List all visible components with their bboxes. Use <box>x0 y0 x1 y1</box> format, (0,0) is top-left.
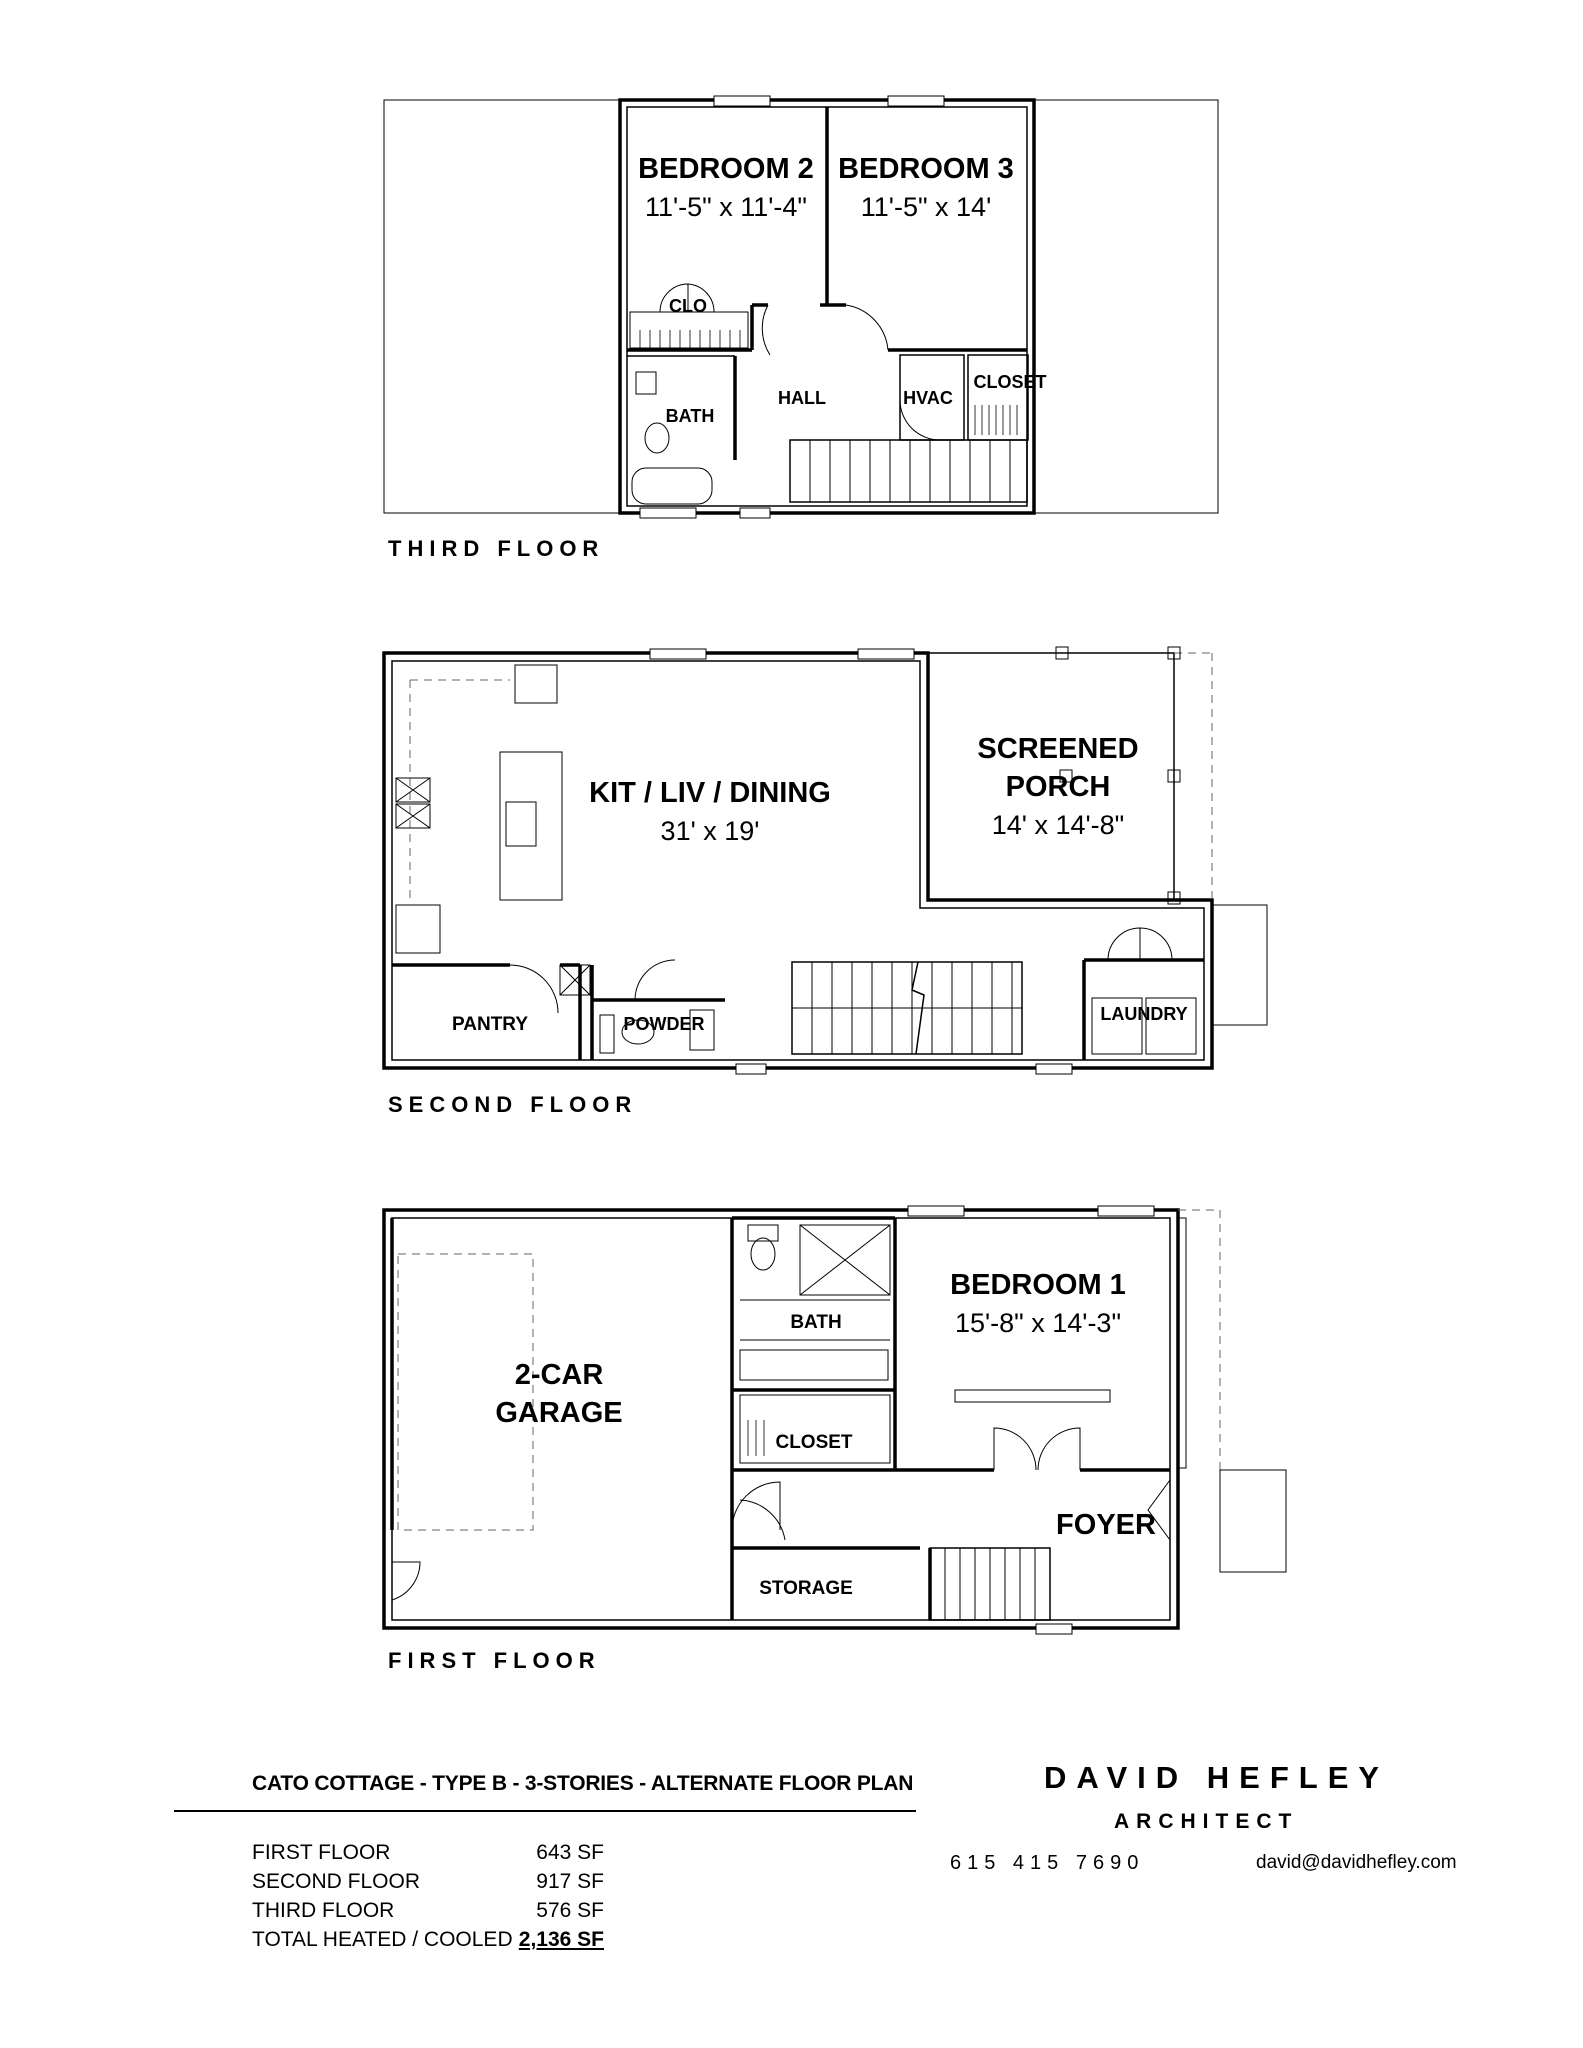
window <box>714 96 770 106</box>
window <box>736 1064 766 1074</box>
second-floor-plan <box>384 647 1267 1117</box>
window <box>1098 1206 1154 1216</box>
third-floor-plan <box>384 96 1218 561</box>
area-label: SECOND FLOOR <box>252 1870 421 1893</box>
window <box>640 508 696 518</box>
powder-label: POWDER <box>623 1014 705 1034</box>
area-row-total <box>252 1925 604 1954</box>
area-value: 576 SF <box>536 1899 604 1922</box>
first-closet-label: CLOSET <box>775 1432 853 1453</box>
window <box>1036 1064 1072 1074</box>
hvac-label: HVAC <box>903 388 953 408</box>
third-closet-label: CLOSET <box>973 372 1047 392</box>
second-floor-exterior-wall <box>384 653 1212 1068</box>
architect-phone: 615 415 7690 <box>950 1852 1145 1874</box>
third-bath-label: BATH <box>665 406 715 426</box>
area-label: TOTAL HEATED / COOLED <box>252 1928 513 1951</box>
island-sink <box>506 802 536 846</box>
bathtub <box>632 468 712 504</box>
second-floor-title: SECOND FLOOR <box>388 1092 638 1117</box>
first-bath-toilet <box>751 1238 775 1270</box>
kitchen-island <box>500 752 562 900</box>
screened-porch-label-line2: PORCH <box>1005 771 1111 803</box>
area-value: 917 SF <box>536 1870 604 1893</box>
area-row <box>252 1896 604 1925</box>
window <box>858 649 914 659</box>
architect-email: david@davidhefley.com <box>1256 1852 1457 1873</box>
window <box>740 508 770 518</box>
screened-porch-size: 14' x 14'-8" <box>991 810 1125 840</box>
powder-sink <box>600 1015 614 1053</box>
area-table <box>252 1838 604 1954</box>
bedroom-1-label: BEDROOM 1 <box>950 1269 1126 1301</box>
area-label: FIRST FLOOR <box>252 1841 391 1864</box>
bedroom-3-label: BEDROOM 3 <box>838 153 1014 185</box>
first-floor-plan <box>384 1206 1286 1673</box>
bedroom-2-label: BEDROOM 2 <box>638 153 814 185</box>
sink <box>636 372 656 394</box>
area-row <box>252 1838 604 1867</box>
storage-label: STORAGE <box>759 1578 853 1599</box>
area-row <box>252 1867 604 1896</box>
toilet <box>645 423 669 453</box>
clo-label: CLO <box>669 296 707 316</box>
area-label: THIRD FLOOR <box>252 1899 395 1922</box>
kit-liv-dining-label: KIT / LIV / DINING <box>589 777 831 809</box>
third-floor-stair <box>790 440 1027 502</box>
refrigerator <box>515 665 557 703</box>
linen-closet <box>968 355 1028 440</box>
third-floor-title: THIRD FLOOR <box>388 536 605 561</box>
second-floor-stoop <box>1212 905 1267 1025</box>
window <box>888 96 944 106</box>
screened-porch-label-line1: SCREENED <box>977 733 1139 765</box>
bedroom-2-size: 11'-5" x 11'-4" <box>644 192 808 222</box>
window <box>908 1206 964 1216</box>
window <box>1036 1624 1072 1634</box>
kit-liv-dining-size: 31' x 19' <box>660 816 760 846</box>
kitchen-counter-outline <box>410 680 510 900</box>
window <box>650 649 706 659</box>
garage-parking-outline <box>398 1254 533 1530</box>
first-floor-stoop <box>1220 1470 1286 1572</box>
laundry-label: LAUNDRY <box>1100 1004 1188 1024</box>
first-bath-label: BATH <box>790 1312 842 1333</box>
foyer-label: FOYER <box>1056 1509 1156 1541</box>
hall-label: HALL <box>778 388 826 408</box>
bedroom-1-size: 15'-8" x 14'-3" <box>954 1308 1122 1338</box>
area-value: 643 SF <box>536 1841 604 1864</box>
bedroom-3-size: 11'-5" x 14' <box>860 192 992 222</box>
plan-title: CATO COTTAGE - TYPE B - 3-STORIES - ALTERNATE FLOOR PLAN <box>252 1772 914 1795</box>
garage-label-line1: 2-CAR <box>514 1359 604 1391</box>
vanity <box>740 1350 888 1380</box>
architect-name: DAVID HEFLEY <box>1044 1760 1390 1795</box>
first-floor-title: FIRST FLOOR <box>388 1648 601 1673</box>
architect-title: ARCHITECT <box>1114 1810 1299 1833</box>
title-rule <box>174 1810 916 1812</box>
garage-label-line2: GARAGE <box>495 1397 623 1429</box>
oven <box>396 905 440 953</box>
area-value-total: 2,136 SF <box>518 1928 604 1951</box>
pantry-label: PANTRY <box>452 1014 528 1035</box>
bedroom-1-shelf <box>955 1390 1110 1402</box>
